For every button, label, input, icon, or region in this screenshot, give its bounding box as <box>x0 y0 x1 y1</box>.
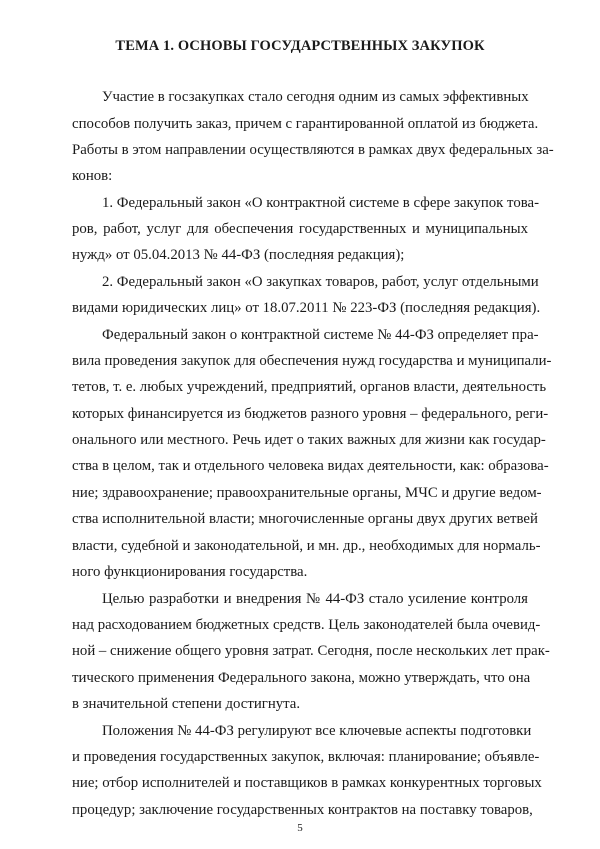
text-line: видами юридических лиц» от 18.07.2011 № 223-ФЗ (последняя редакция). <box>72 300 541 316</box>
text-line: процедур; заключение государственных контрактов на поставку товаров, <box>72 802 533 818</box>
text-line: конов: <box>72 168 113 184</box>
text-line: ние; отбор исполнителей и поставщиков в рамках конкурентных торговых <box>72 775 542 791</box>
text-line: тического применения Федерального закона, можно утверждать, что она <box>72 670 531 686</box>
text-line: Работы в этом направлении осуществляются в рамках двух федеральных за- <box>72 142 554 158</box>
text-line: ние; здравоохранение; правоохранительные органы, МЧС и другие ведом- <box>72 485 542 501</box>
text-line: ной – снижение общего уровня затрат. Сегодня, после нескольких лет прак- <box>72 643 550 659</box>
text-line: ного функционирования государства. <box>72 564 308 580</box>
text-line: вила проведения закупок для обеспечения нужд государства и муниципали- <box>72 353 552 369</box>
text-line: ства исполнительной власти; многочисленные органы двух других ветвей <box>72 511 538 527</box>
text-line: 1. Федеральный закон «О контрактной системе в сфере закупок това- <box>102 195 539 211</box>
text-line: ства в целом, так и отдельного человека видах деятельности, как: образова- <box>72 458 549 474</box>
text-line: Федеральный закон о контрактной системе № 44-ФЗ определяет пра- <box>102 327 539 343</box>
text-line: Участие в госзакупках стало сегодня одним из самых эффективных <box>102 89 529 105</box>
text-line: ров, работ, услуг для обеспечения государственных и муниципальных <box>72 221 528 237</box>
text-line: нужд» от 05.04.2013 № 44-ФЗ (последняя редакция); <box>72 247 405 263</box>
text-line: способов получить заказ, причем с гарантированной оплатой из бюджета. <box>72 116 539 132</box>
text-line: Положения № 44-ФЗ регулируют все ключевые аспекты подготовки <box>102 723 532 739</box>
text-line: тетов, т. е. любых учреждений, предприятий, органов власти, деятельность <box>72 379 547 395</box>
text-line: в значительной степени достигнута. <box>72 696 301 712</box>
text-line: над расходованием бюджетных средств. Цель законодателей была очевид- <box>72 617 541 633</box>
text-line: которых финансируется из бюджетов разного уровня – федерального, реги- <box>72 406 549 422</box>
text-line: 2. Федеральный закон «О закупках товаров, работ, услуг отдельными <box>102 274 539 290</box>
text-line: Целью разработки и внедрения № 44-ФЗ стало усиление контроля <box>102 591 528 607</box>
page-number: 5 <box>297 822 303 834</box>
page-title: ТЕМА 1. ОСНОВЫ ГОСУДАРСТВЕННЫХ ЗАКУПОК <box>115 38 485 54</box>
text-line: онального или местного. Речь идет о таких важных для жизни как государ- <box>72 432 546 448</box>
text-line: власти, судебной и законодательной, и мн. др., необходимых для нормаль- <box>72 538 541 554</box>
text-line: и проведения государственных закупок, включая: планирование; объявле- <box>72 749 540 765</box>
